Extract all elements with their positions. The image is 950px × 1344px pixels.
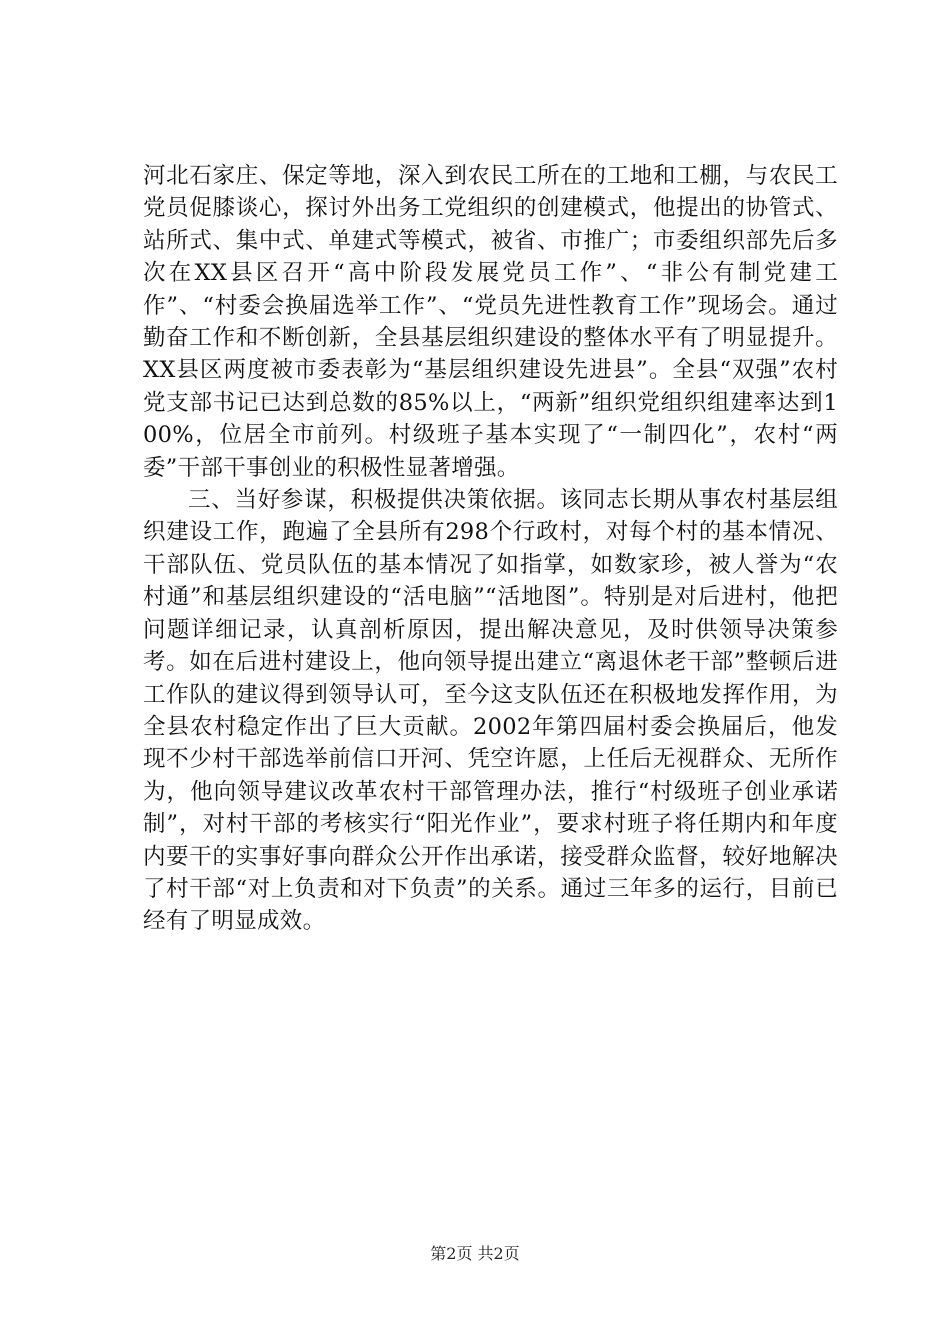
document-body bbox=[143, 160, 838, 938]
page-footer: 第2页 共2页 bbox=[430, 1244, 520, 1263]
paragraph-2: 三、当好参谋，积极提供决策依据。该同志长期从事农村基层组织建设工作，跑遍了全县所有298个行政村，对每个村的基本情况、干部队伍、党员队伍的基本情况了如指掌，如数家珍，被人誉为“农村通”和基层组织建设的“活电脑”“活地图”。特别是对后进村，他把问题详细记录，认真剖析原因，提出解决意见，及时供领导决策参考。如在后进村建设上，他向领导提出建立“离退休老干部”整顿后进工作队的建议得到领导认可，至今这支队伍还在积极地发挥作用，为全县农村稳定作出了巨大贡献。2002年第四届村委会换届后，他发现不少村干部选举前信口开河、凭空许愿，上任后无视群众、无所作为，他向领导建议改革农村干部管理办法，推行“村级班子创业承诺制”，对村干部的考核实行“阳光作业”，要求村班子将任期内和年度内要干的实事好事向群众公开作出承诺，接受群众监督，较好地解决了村干部“对上负责和对下负责”的关系。通过三年多的运行，目前已经有了明显成效。 bbox=[143, 487, 838, 935]
paragraph-1: 河北石家庄、保定等地，深入到农民工所在的工地和工棚，与农民工党员促膝谈心，探讨外出务工党组织的创建模式，他提出的协管式、站所式、集中式、单建式等模式，被省、市推广；市委组织部先后多次在XX县区召开“高中阶段发展党员工作”、“非公有制党建工作”、“村委会换届选举工作”、“党员先进性教育工作”现场会。通过勤奋工作和不断创新，全县基层组织建设的整体水平有了明显提升。XX县区两度被市委表彰为“基层组织建设先进县”。全县“双强”农村党支部书记已达到总数的85%以上，“两新”组织党组织组建率达到100%，位居全市前列。村级班子基本实现了“一制四化”，农村“两委”干部干事创业的积极性显著增强。 bbox=[143, 163, 838, 481]
